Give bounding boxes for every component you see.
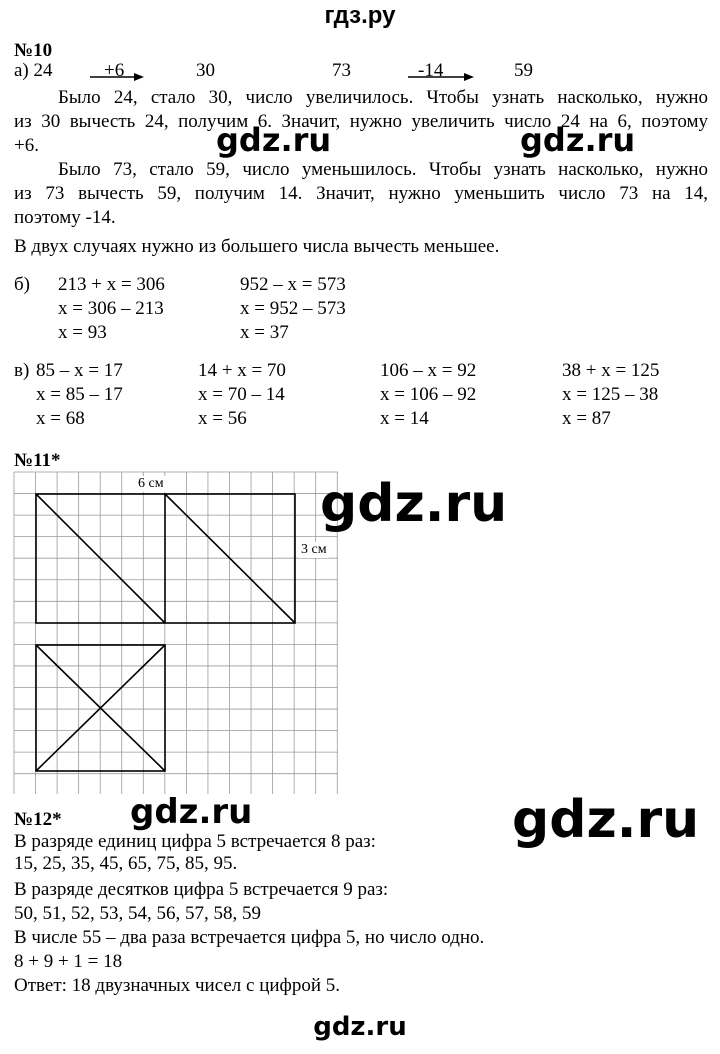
equation: 14 + x = 70 [198,360,286,381]
site-header: гдз.ру [324,2,396,29]
equation: 213 + x = 306 [58,274,165,295]
text-line: В разряде единиц цифра 5 встречается 8 раз: [14,831,376,852]
text-line: поэтому -14. [14,207,116,228]
conclusion: В двух случаях нужно из большего числа вычесть меньшее. [14,236,500,257]
text-line: Ответ: 18 двузначных чисел с цифрой 5. [14,975,341,996]
text-line: из 30 вычесть 24, получим 6. Значит, нужно увеличить число 24 на 6, поэтому [14,111,708,132]
watermark: gdz.ru [313,1012,407,1042]
op-plus-6: +6 [104,60,125,81]
equation: x = 37 [240,322,289,343]
equation: x = 85 – 17 [36,384,123,405]
equation: x = 56 [198,408,247,429]
value-30: 30 [196,60,215,81]
text-line: 8 + 9 + 1 = 18 [14,951,123,972]
exercise-12-title: №12* [14,809,62,830]
text-line: 50, 51, 52, 53, 54, 56, 57, 58, 59 [14,903,261,924]
equation: x = 93 [58,322,107,343]
exercise-10-title: №10 [14,40,53,61]
part-v-label: в) [14,360,30,381]
text-line: 15, 25, 35, 45, 65, 75, 85, 95. [14,853,238,874]
watermark: gdz.ru [130,792,253,832]
text-line: из 73 вычесть 59, получим 14. Значит, нужно уменьшить число 73 на 14, [14,183,708,204]
text-line: Было 24, стало 30, число увеличилось. Чтобы узнать насколько, нужно [58,87,708,108]
width-label: 6 см [138,476,164,491]
part-a-label: а) 24 [14,60,53,81]
value-59: 59 [514,60,533,81]
exercise-11-title: №11* [14,450,61,471]
text-line: Было 73, стало 59, число уменьшилось. Чтобы узнать насколько, нужно [58,159,708,180]
op-minus-14: -14 [418,60,444,81]
equation: x = 106 – 92 [380,384,477,405]
equation: x = 125 – 38 [562,384,659,405]
text-line: В числе 55 – два раза встречается цифра 5, но число одно. [14,927,485,948]
equation: 106 – x = 92 [380,360,477,381]
watermark: gdz.ru [512,790,700,850]
height-label: 3 см [301,542,327,557]
part-b-label: б) [14,274,30,295]
equation: x = 68 [36,408,85,429]
watermark: gdz.ru [320,474,508,534]
equation: 85 – x = 17 [36,360,123,381]
equation: x = 952 – 573 [240,298,346,319]
equation: x = 70 – 14 [198,384,285,405]
equation: 952 – x = 573 [240,274,346,295]
text-line: В разряде десятков цифра 5 встречается 9 раз: [14,879,389,900]
watermark: gdz.ru [216,121,332,159]
equation: x = 14 [380,408,429,429]
watermark: gdz.ru [520,121,636,159]
equation: x = 87 [562,408,611,429]
text-line: +6. [14,135,39,156]
equation: x = 306 – 213 [58,298,164,319]
value-73: 73 [332,60,351,81]
equation: 38 + x = 125 [562,360,660,381]
